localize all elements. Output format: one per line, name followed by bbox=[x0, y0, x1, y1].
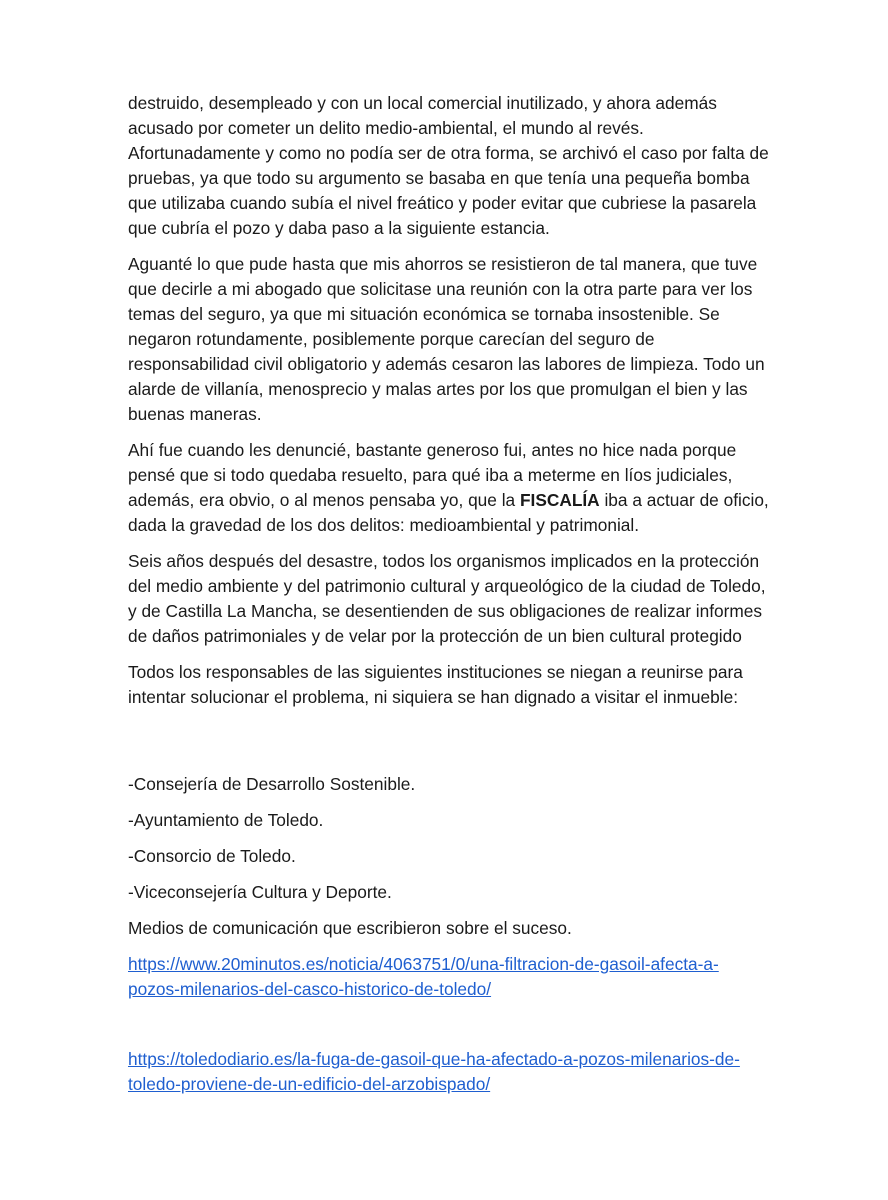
blank-space bbox=[128, 1002, 778, 1047]
paragraph-4: Seis años después del desastre, todos los organismos implicados en la protección del medio ambiente y del patrimonio cultural y arqueológico de la ciudad de Toledo, y de Castilla La Mancha, se desentienden de sus obligaciones de realizar informes de daños patrimoniales y de velar por la protección de un bien cultural protegido bbox=[128, 551, 766, 646]
news-link-toledodiario-line-1[interactable]: https://toledodiario.es/la-fuga-de-gasoil-que-ha-afectado-a-pozos-milenarios-de- bbox=[128, 1049, 740, 1069]
paragraph-3-text-after: iba a actuar de oficio, dada la gravedad de los dos delitos: medioambiental y patrimonial. bbox=[128, 490, 769, 535]
news-link-toledodiario[interactable] bbox=[128, 1047, 778, 1097]
news-link-20minutos-line-1[interactable]: https://www.20minutos.es/noticia/4063751/0/una-filtracion-de-gasoil-afecta-a- bbox=[128, 954, 719, 974]
paragraph-3 bbox=[128, 438, 778, 538]
paragraph-1: destruido, desempleado y con un local comercial inutilizado, y ahora además acusado por cometer un delito medio-ambiental, el mundo al revés. Afortunadamente y como no podía ser de otra forma, se archivó el caso por falta de pruebas, ya que todo su argumento se basaba en que tenía una pequeña bomba que utilizaba cuando subía el nivel freático y poder evitar que cubriese la pasarela que cubría el pozo y daba paso a la siguiente estancia. bbox=[128, 93, 769, 238]
paragraph-2: Aguanté lo que pude hasta que mis ahorros se resistieron de tal manera, que tuve que decirle a mi abogado que solicitase una reunión con la otra parte para ver los temas del seguro, ya que mi situación económica se tornaba insostenible. Se negaron rotundamente, posiblemente porque carecían del seguro de responsabilidad civil obligatorio y además cesaron las labores de limpieza. Todo un alarde de villanía, menosprecio y malas artes por los que promulgan el bien y las buenas maneras. bbox=[128, 254, 765, 424]
document-body bbox=[128, 91, 778, 1097]
paragraph-5: Todos los responsables de las siguientes instituciones se niegan a reunirse para intentar solucionar el problema, ni siquiera se han dignado a visitar el inmueble: bbox=[128, 662, 743, 707]
paragraph-3-text-before: Ahí fue cuando les denuncié, bastante generoso fui, antes no hice nada porque pensé que si todo quedaba resuelto, para qué iba a meterme en líos judiciales, además, era obvio, o al menos pensaba yo, que la bbox=[128, 440, 737, 510]
blank-space bbox=[128, 721, 778, 772]
news-link-20minutos-line-2[interactable]: pozos-milenarios-del-casco-historico-de-toledo/ bbox=[128, 979, 492, 999]
news-link-20minutos[interactable] bbox=[128, 952, 778, 1002]
institution-item: -Ayuntamiento de Toledo. bbox=[128, 810, 324, 830]
news-link-toledodiario-line-2[interactable]: toledo-proviene-de-un-edificio-del-arzobispado/ bbox=[128, 1074, 491, 1094]
institution-item: -Consorcio de Toledo. bbox=[128, 846, 296, 866]
media-intro-text: Medios de comunicación que escribieron sobre el suceso. bbox=[128, 918, 572, 938]
institution-item: -Viceconsejería Cultura y Deporte. bbox=[128, 882, 392, 902]
institution-item: -Consejería de Desarrollo Sostenible. bbox=[128, 774, 416, 794]
fiscalia-bold-text: FISCALÍA bbox=[519, 490, 600, 510]
